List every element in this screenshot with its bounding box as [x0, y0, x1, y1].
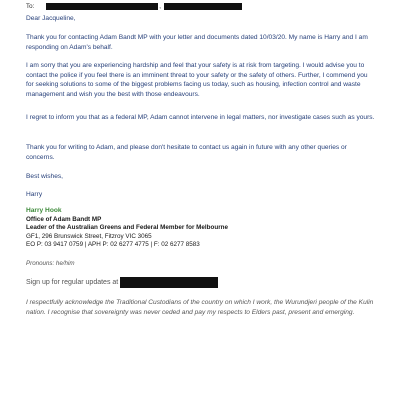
- signoff-name: Harry: [26, 191, 43, 198]
- recipient-separator: ,: [159, 3, 161, 10]
- paragraph-2: I am sorry that you are experiencing hardship and feel that your safety is at risk from targeting. I would advise you to contact the police if you feel there is an imminent threat to your safety or the safety of others. Further, I commend you for seeking solutions to some of the biggest problems facing us today, such as housing, infection control and waste management and wish you the best with those endeavours.: [26, 62, 368, 98]
- paragraph-3: I regret to inform you that as a federal MP, Adam cannot intervene in legal matters, nor investigate cases such as yours.: [26, 114, 375, 121]
- paragraph-1: Thank you for contacting Adam Bandt MP with your letter and documents dated 10/03/20. My name is Harry and I am responding on Adam's behalf.: [26, 34, 368, 51]
- to-label: To:: [26, 3, 35, 10]
- signature-name: Harry Hook: [26, 207, 62, 214]
- paragraph-4: Thank you for writing to Adam, and please don't hesitate to contact us again in future with any other queries or concerns.: [26, 144, 347, 161]
- signature-title: Leader of the Australian Greens and Federal Member for Melbourne: [26, 224, 229, 232]
- greeting: Dear Jacqueline,: [26, 15, 76, 22]
- signature-block: [26, 207, 376, 250]
- signup-row: [26, 277, 218, 288]
- pronouns: Pronouns: he/him: [26, 260, 75, 267]
- closing: Best wishes,: [26, 173, 64, 180]
- signature-phones: EO P: 03 9417 0759 | APH P: 02 6277 4775 | F: 02 6277 8583: [26, 241, 200, 249]
- redacted-recipient-2: [164, 3, 242, 10]
- redacted-recipient: [46, 3, 158, 10]
- signature-office: Office of Adam Bandt MP: [26, 215, 102, 223]
- signature-address: GF1, 296 Brunswick Street, Fitzroy VIC 3065: [26, 232, 152, 240]
- signup-text: Sign up for regular updates at: [26, 279, 119, 286]
- redacted-signup-link: [120, 277, 218, 288]
- acknowledgement-of-country: I respectfully acknowledge the Traditional Custodians of the country on which I work, the Wurundjeri people of the Kulin nation. I recognise that sovereignty was never ceded and pay my respects to Elders past, present and emerging.: [26, 299, 374, 316]
- recipient-row: [26, 3, 242, 10]
